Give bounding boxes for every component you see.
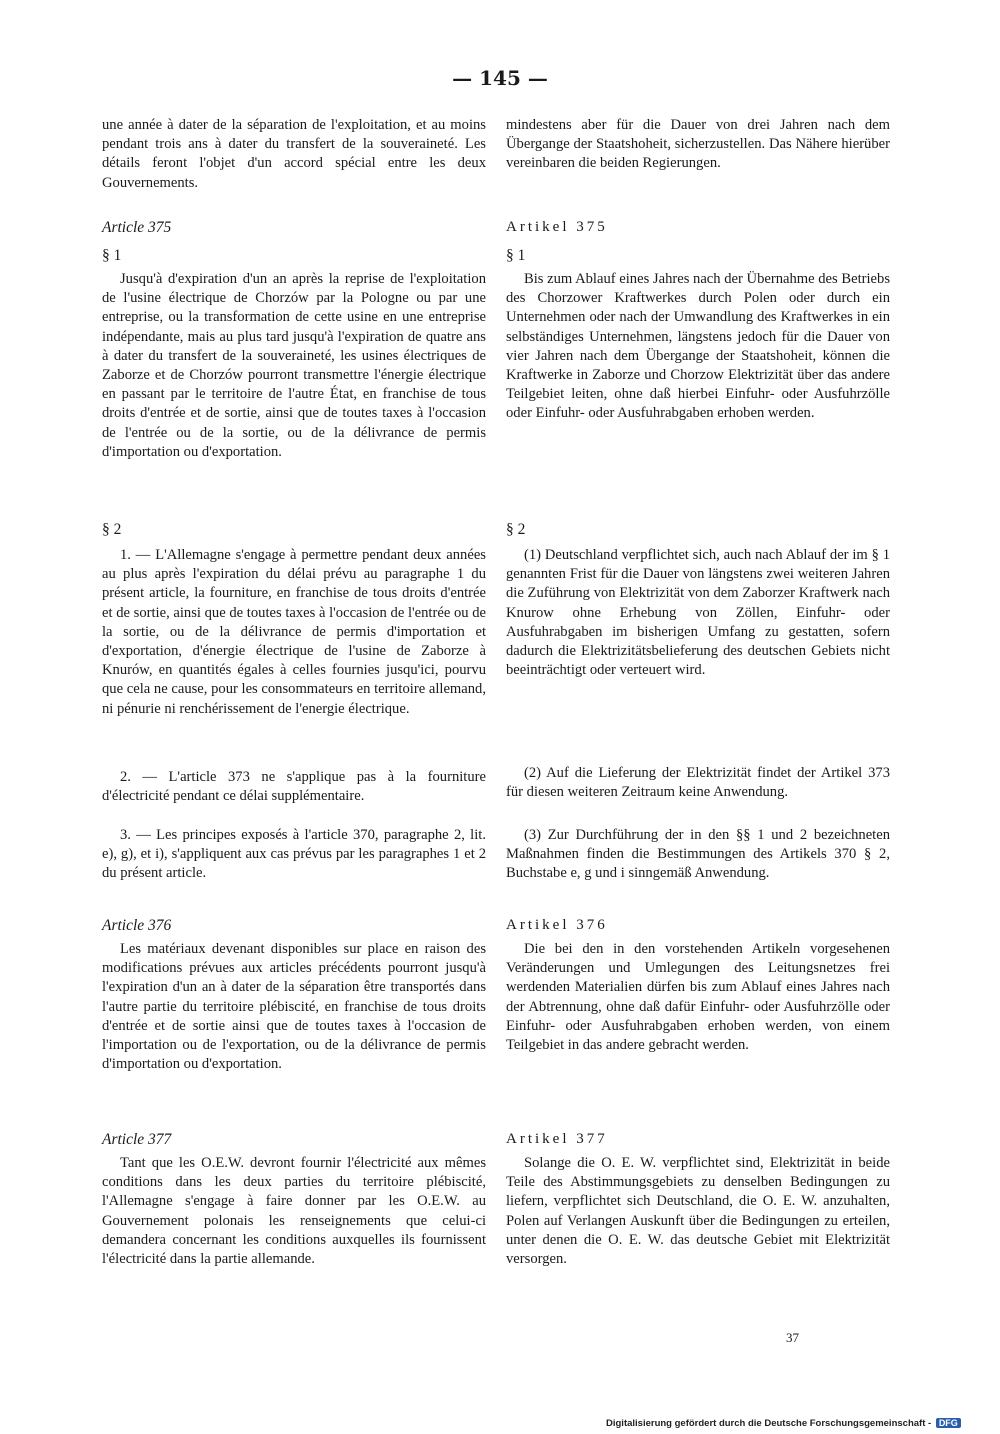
german-art375-section1-text: Bis zum Ablauf eines Jahres nach der Übernahme des Betriebs des Chorzower Kraftwerkes durch Polen oder durch ein Unternehmen oder nach der Umwandlung des Kraftwerkes in ein selbständiges Unternehmen, längstens jedoch für die Dauer von vier Jahren nach dem Übergange der Staatshoheit, können die Kraftwerke in Zaborze und Chorzow Elektrizität über das andere Teilgebiet leiten, ohne daß hierbei Einfuhr- oder Ausfuhrzölle oder Einfuhr- oder Ausfuhrabgaben erhoben werden. — [506, 271, 890, 422]
french-art376-text: Les matériaux devenant disponibles sur place en raison des modifications prévues aux articles précédents pourront jusqu'à l'expiration d'un an à dater de la séparation être transportés dans l'autre partie du territoire plébiscité, en franchise de tous droits d'entrée et de sortie ainsi que de toutes taxes à l'occasion de l'importation ou de l'exportation, ou de la délivrance de permis d'importation ou d'exportation. — [102, 941, 486, 1073]
german-article-377-title: Artikel 377 — [506, 1131, 608, 1147]
german-art375-section1-sign: § 1 — [506, 247, 526, 264]
german-intro: mindestens aber für die Dauer von drei Jahren nach dem Übergange der Staatshoheit, sicherzustellen. Das Nähere hierüber vereinbaren die beiden Regierungen. — [506, 117, 890, 172]
french-art375-section1-text: Jusqu'à d'expiration d'un an après la reprise de l'exploitation de l'usine électrique de Chorzów par la Pologne ou par une entreprise, ou la transformation de cette usine en une entreprise indépendante, mais au plus tard jusqu'à l'expiration de quatre ans à dater du transfert de la souveraineté, les usines électriques de Zaborze et de Chorzów pourront transmettre l'énergie électrique en passant par le territoire de l'autre État, en franchise de tous droits d'entrée et de sortie, ainsi que de toutes taxes à l'occasion de l'entrée ou de la sortie, ou de la délivrance de permis d'importation ou d'exportation. — [102, 271, 486, 460]
french-art377-text: Tant que les O.E.W. devront fournir l'électricité aux mêmes conditions dans les deux parties du territoire plébiscité, l'Allemagne s'engage à faire donner par les O.E.W. au Gouvernement polonais les renseignements que celui-ci demandera concernant les conditions auxquelles ils fournissent l'électricité dans la partie allemande. — [102, 1155, 486, 1268]
dfg-logo-icon: DFG — [936, 1418, 961, 1428]
german-article-375-title: Artikel 375 — [506, 219, 608, 235]
french-art375-section2-para2: 2. — L'article 373 ne s'applique pas à la fourniture d'électricité pendant ce délai supplémentaire. — [102, 769, 486, 805]
french-intro: une année à dater de la séparation de l'exploitation, et au moins pendant trois ans à dater du transfert de la souveraineté. Les détails feront l'objet d'un accord spécial entre les deux Gouvernements. — [102, 117, 486, 191]
page-number: — 145 — — [452, 66, 548, 90]
digitization-footer — [606, 1418, 961, 1429]
german-art376-text: Die bei den in den vorstehenden Artikeln vorgesehenen Veränderungen und Umlegungen des Leitungsnetzes frei werdenden Materialien dürfen bis zum Ablauf eines Jahres nach der Abtrennung, ohne daß dafür Einfuhr- oder Ausfuhrzölle oder Einfuhr- oder Ausfuhrabgaben erhoben werden, von einem Teilgebiet in das andere gebracht werden. — [506, 941, 890, 1054]
french-art375-section1-sign: § 1 — [102, 247, 122, 264]
french-art375-section2-sign: § 2 — [102, 521, 122, 538]
german-art375-section2-para1: (1) Deutschland verpflichtet sich, auch nach Ablauf der im § 1 genannten Frist für die Dauer von längstens zwei weiteren Jahren die Zuführung von Elektrizität von dem Zaborzer Kraftwerk nach Knurow ohne Erhebung von Zöllen, Einfuhr- oder Ausfuhrabgaben im bisherigen Umfang zu gestatten, sofern dadurch die Elektrizitätsbelieferung des deutschen Gebiets nicht beeinträchtigt oder verteuert wird. — [506, 547, 890, 679]
german-art375-section2-sign: § 2 — [506, 521, 526, 538]
german-article-376-title: Artikel 376 — [506, 917, 608, 933]
german-art377-text: Solange die O. E. W. verpflichtet sind, Elektrizität in beide Teile des Abstimmungsgebiets zu denselben Bedingungen zu liefern, verpflichtet sich Deutschland, die O. E. W. anzuhalten, Polen auf Verlangen Auskunft über die Bedingungen zu erteilen, unter denen die O. E. W. das deutsche Gebiet mit Elektrizität versorgen. — [506, 1155, 890, 1268]
french-article-375-title: Article 375 — [102, 219, 172, 236]
german-art375-section2-para2: (2) Auf die Lieferung der Elektrizität findet der Artikel 373 für diesen weiteren Zeitraum keine Anwendung. — [506, 765, 890, 801]
german-art375-section2-para3: (3) Zur Durchführung der in den §§ 1 und 2 bezeichneten Maßnahmen finden die Bestimmungen des Artikels 370 § 2, Buchstabe e, g und i sinngemäß Anwendung. — [506, 827, 890, 882]
french-article-377-title: Article 377 — [102, 1131, 172, 1148]
french-article-376-title: Article 376 — [102, 917, 172, 934]
french-art375-section2-para1: 1. — L'Allemagne s'engage à permettre pendant deux années au plus après l'expiration du délai prévu au paragraphe 1 du présent article, la fourniture, en franchise de tous droits d'entrée et de sortie, ainsi que de toutes taxes à l'occasion de l'entrée ou de la sortie, ou de la délivrance de permis d'importation et d'exportation, d'énergie électrique de l'usine de Zaborze à Knurów, en quantités égales à celles fournies jusqu'ici, pourvu que cela ne cause, pour les consommateurs en territoire allemand, ni pénurie ni renchérissement de l'energie électrique. — [102, 547, 486, 717]
digitization-note: Digitalisierung gefördert durch die Deutsche Forschungsgemeinschaft - — [606, 1418, 932, 1429]
sheet-number: 37 — [786, 1330, 799, 1345]
french-art375-section2-para3: 3. — Les principes exposés à l'article 370, paragraphe 2, lit. e), g), et i), s'appliquent aux cas prévus par les paragraphes 1 et 2 du présent article. — [102, 827, 486, 882]
